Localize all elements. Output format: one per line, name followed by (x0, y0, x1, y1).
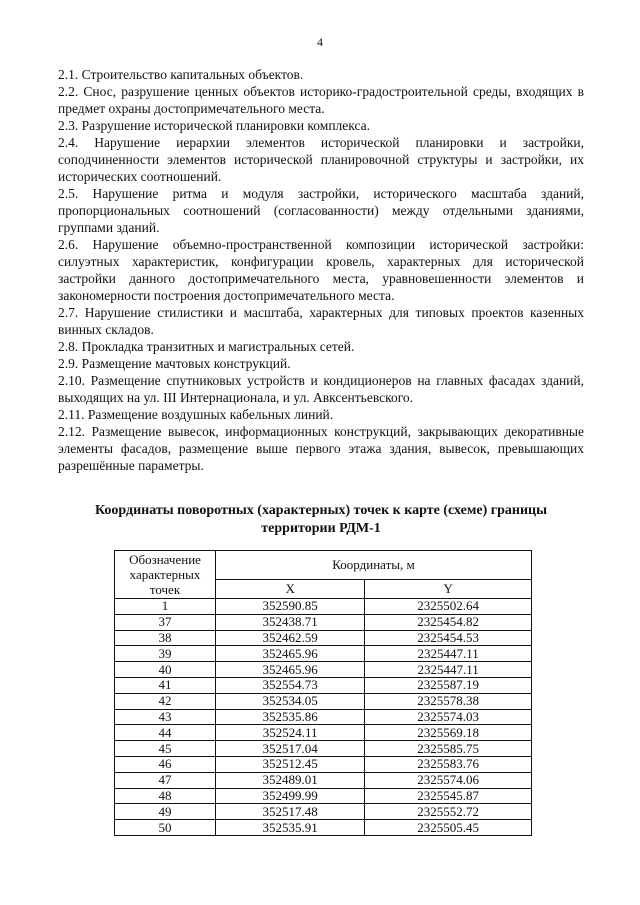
table-row (115, 756, 532, 772)
page-number: 4 (317, 35, 323, 49)
y-cell: 2325574.03 (365, 709, 532, 725)
coordinates-table (114, 550, 532, 836)
y-cell: 2325569.18 (365, 725, 532, 741)
x-cell: 352465.96 (216, 662, 365, 678)
table-row (115, 709, 532, 725)
y-cell: 2325552.72 (365, 804, 532, 820)
x-cell: 352465.96 (216, 646, 365, 662)
y-cell: 2325583.76 (365, 756, 532, 772)
list-item: 2.5. Нарушение ритма и модуля застройки, исторического масштаба зданий, пропорциональных соотношений (согласованности) между отдельными зданиями, группами зданий. (58, 186, 584, 235)
table-row (115, 741, 532, 757)
restrictions-list (58, 66, 584, 474)
list-item: 2.7. Нарушение стилистики и масштаба, характерных для типовых проектов казенных винных складов. (58, 305, 584, 337)
y-cell: 2325447.11 (365, 662, 532, 678)
x-cell: 352535.91 (216, 820, 365, 836)
column-header-y: Y (365, 580, 532, 599)
y-cell: 2325578.38 (365, 693, 532, 709)
y-cell: 2325587.19 (365, 677, 532, 693)
point-cell: 49 (115, 804, 216, 820)
table-row (115, 693, 532, 709)
table-row (115, 599, 532, 615)
point-cell: 37 (115, 614, 216, 630)
column-header-x: X (216, 580, 365, 599)
point-cell: 39 (115, 646, 216, 662)
point-cell: 41 (115, 677, 216, 693)
x-cell: 352590.85 (216, 599, 365, 615)
list-item: 2.6. Нарушение объемно-пространственной композиции исторической застройки: силуэтных характеристик, конфигурации кровель, характерных для исторической застройки данного достопримечательного места, уравновешенности элементов и закономерности построения достопримечательного места. (58, 237, 584, 303)
point-cell: 1 (115, 599, 216, 615)
table-row (115, 772, 532, 788)
y-cell: 2325585.75 (365, 741, 532, 757)
point-cell: 47 (115, 772, 216, 788)
y-cell: 2325447.11 (365, 646, 532, 662)
point-cell: 45 (115, 741, 216, 757)
point-cell: 46 (115, 756, 216, 772)
x-cell: 352524.11 (216, 725, 365, 741)
x-cell: 352535.86 (216, 709, 365, 725)
list-item: 2.1. Строительство капитальных объектов. (58, 67, 304, 82)
list-item: 2.11. Размещение воздушных кабельных линий. (58, 407, 334, 422)
point-cell: 44 (115, 725, 216, 741)
table-heading: Координаты поворотных (характерных) точек к карте (схеме) границы территории РДМ-1 (94, 503, 548, 536)
list-item: 2.10. Размещение спутниковых устройств и кондиционеров на главных фасадах зданий, выходящих на ул. III Интернационала, и ул. Авксентьевского. (58, 373, 584, 405)
x-cell: 352517.04 (216, 741, 365, 757)
point-cell: 40 (115, 662, 216, 678)
table-row (115, 804, 532, 820)
table-row (115, 630, 532, 646)
point-cell: 42 (115, 693, 216, 709)
table-row (115, 788, 532, 804)
x-cell: 352534.05 (216, 693, 365, 709)
table-row (115, 820, 532, 836)
x-cell: 352517.48 (216, 804, 365, 820)
list-item: 2.3. Разрушение исторической планировки комплекса. (58, 118, 371, 133)
table-row (115, 646, 532, 662)
point-cell: 50 (115, 820, 216, 836)
point-cell: 48 (115, 788, 216, 804)
column-header-coordinates: Координаты, м (216, 551, 532, 580)
list-item: 2.8. Прокладка транзитных и магистральных сетей. (58, 339, 355, 354)
column-header-point: Обозначение характерных точек (115, 551, 216, 599)
x-cell: 352512.45 (216, 756, 365, 772)
x-cell: 352489.01 (216, 772, 365, 788)
y-cell: 2325505.45 (365, 820, 532, 836)
y-cell: 2325502.64 (365, 599, 532, 615)
y-cell: 2325454.53 (365, 630, 532, 646)
list-item: 2.2. Снос, разрушение ценных объектов историко-градостроительной среды, входящих в предмет охраны достопримечательного места. (58, 84, 584, 116)
list-item: 2.12. Размещение вывесок, информационных конструкций, закрывающих декоративные элементы фасадов, размещение выше первого этажа здания, вывесок, превышающих разрешённые параметры. (58, 424, 584, 473)
list-item: 2.9. Размещение мачтовых конструкций. (58, 356, 291, 371)
table-row (115, 662, 532, 678)
point-cell: 43 (115, 709, 216, 725)
x-cell: 352499.99 (216, 788, 365, 804)
point-cell: 38 (115, 630, 216, 646)
x-cell: 352554.73 (216, 677, 365, 693)
x-cell: 352462.59 (216, 630, 365, 646)
list-item: 2.4. Нарушение иерархии элементов исторической планировки и застройки, соподчиненности элементов исторической планировочной структуры и застройки, их исторических соотношений. (58, 135, 584, 184)
y-cell: 2325545.87 (365, 788, 532, 804)
table-row (115, 677, 532, 693)
table-row (115, 725, 532, 741)
table-row (115, 614, 532, 630)
x-cell: 352438.71 (216, 614, 365, 630)
y-cell: 2325454.82 (365, 614, 532, 630)
y-cell: 2325574.06 (365, 772, 532, 788)
